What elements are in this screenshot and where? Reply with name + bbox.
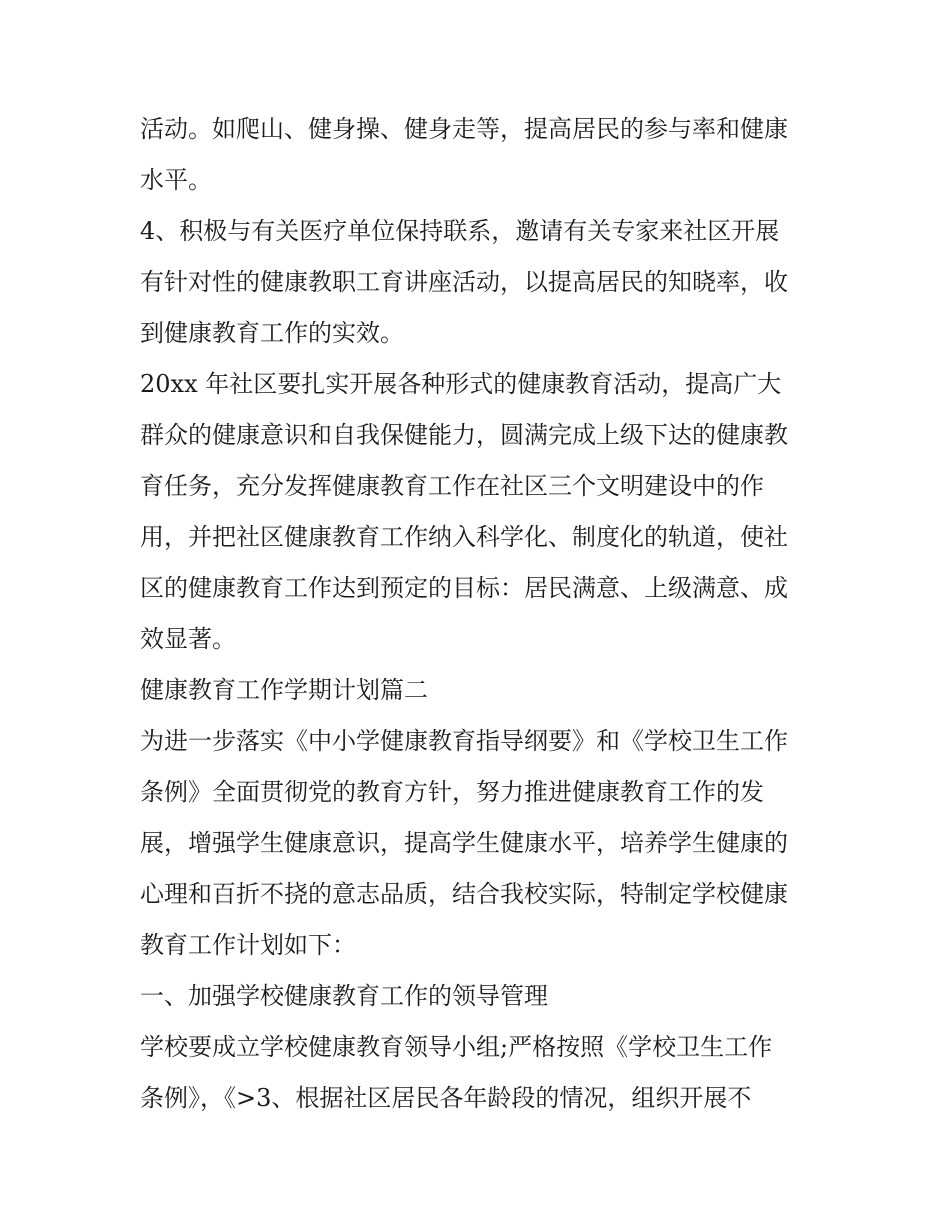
text-line: 育任务，充分发挥健康教育工作在社区三个文明建设中的作: [140, 472, 764, 500]
text-line: 效显著。: [140, 625, 236, 653]
document-body: [140, 104, 820, 1124]
text-line: 用，并把社区健康教育工作纳入科学化、制度化的轨道，使社: [140, 523, 788, 551]
text-line: 展，增强学生健康意识，提高学生健康水平，培养学生健康的: [140, 829, 788, 857]
text-line: 教育工作计划如下：: [140, 931, 356, 959]
text-line: 有针对性的健康教职工育讲座活动，以提高居民的知晓率，收: [140, 268, 788, 296]
text-line: 条例》全面贯彻党的教育方针，努力推进健康教育工作的发: [140, 778, 764, 806]
text-line: 到健康教育工作的实效。: [140, 319, 404, 347]
text-line: 区的健康教育工作达到预定的目标：居民满意、上级满意、成: [140, 574, 788, 602]
text-line: 学校要成立学校健康教育领导小组;严格按照《学校卫生工作: [140, 1033, 773, 1061]
text-line: 水平。: [140, 166, 212, 194]
text-line: 条例》，《>3、根据社区居民各年龄段的情况，组织开展不: [140, 1084, 752, 1112]
section-heading: 健康教育工作学期计划篇二: [140, 676, 428, 704]
text-line: 群众的健康意识和自我保健能力，圆满完成上级下达的健康教: [140, 421, 788, 449]
text-line: 4、积极与有关医疗单位保持联系，邀请有关专家来社区开展: [140, 217, 780, 245]
text-line: 心理和百折不挠的意志品质，结合我校实际，特制定学校健康: [140, 880, 788, 908]
text-line: 20xx 年社区要扎实开展各种形式的健康教育活动，提高广大: [140, 370, 782, 398]
text-line: 为进一步落实《中小学健康教育指导纲要》和《学校卫生工作: [140, 727, 788, 755]
text-line: 活动。如爬山、健身操、健身走等，提高居民的参与率和健康: [140, 115, 788, 143]
section-heading: 一、加强学校健康教育工作的领导管理: [140, 982, 548, 1010]
